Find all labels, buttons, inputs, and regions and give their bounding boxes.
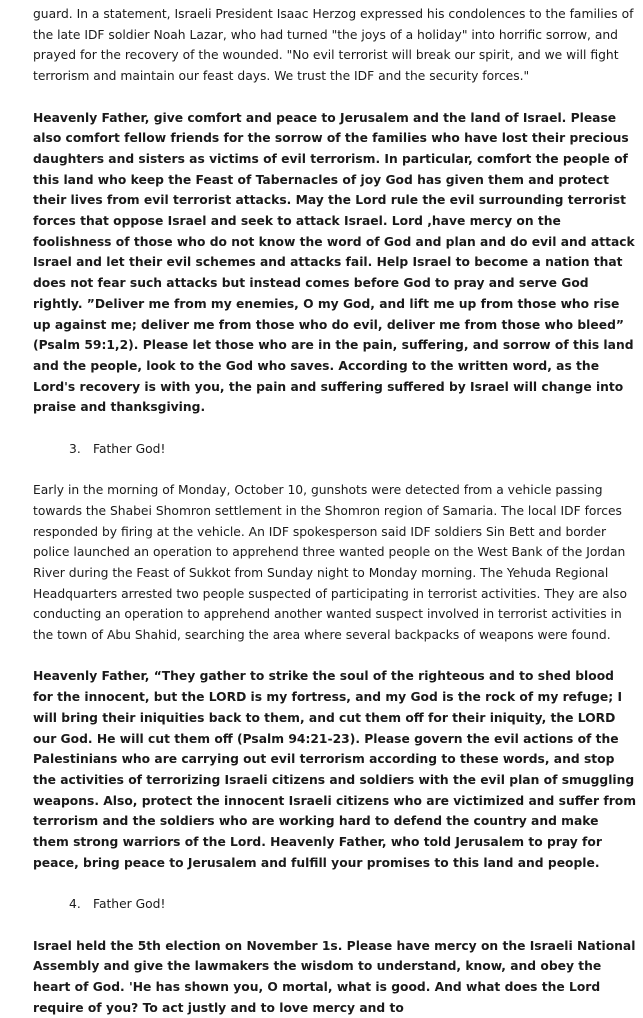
list-item-3	[33, 439, 637, 460]
list-label: Father God!	[93, 897, 166, 912]
spacer	[33, 459, 637, 480]
spacer	[33, 87, 637, 108]
list-number: 3.	[69, 441, 81, 456]
list-item-4	[33, 894, 637, 915]
list-number: 4.	[69, 897, 81, 912]
list-label: Father God!	[93, 441, 166, 456]
paragraph-election: Israel held the 5th election on November 1s. Please have mercy on the Israeli National Assembly and give the lawmakers the wisdom to understand, know, and obey the heart of God. 'He has shown you, O mortal, what is good. And what does the Lord require of you? To act justly and to love mercy and to	[33, 938, 636, 1015]
spacer	[33, 915, 637, 936]
spacer	[33, 873, 637, 894]
paragraph-shomron-gunshots: Early in the morning of Monday, October 10, gunshots were detected from a vehicle passing towards the Shabei Shomron settlement in the Shomron region of Samaria. The local IDF forces responded by firing at the vehicle. An IDF spokesperson said IDF soldiers Sin Bett and border police launched an operation to apprehend three wanted people on the West Bank of the Jordan River during the Feast of Sukkot from Sunday night to Monday morning. The Yehuda Regional Headquarters arrested two people suspected of participating in terrorist activities. They are also conducting an operation to apprehend another wanted suspect involved in terrorist activities in the town of Abu Shahid, searching the area where several backpacks of weapons were found.	[33, 483, 627, 643]
document-page	[33, 4, 637, 1018]
paragraph-herzog-statement: guard. In a statement, Israeli President Isaac Herzog expressed his condolences to the families of the late IDF soldier Noah Lazar, who had turned "the joys of a holiday" into horrific sorrow, and prayed for the recovery of the wounded. "No evil terrorist will break our spirit, and we will fight terrorism and maintain our feast days. We trust the IDF and the security forces."	[33, 7, 634, 84]
spacer	[33, 646, 637, 667]
prayer-comfort-jerusalem: Heavenly Father, give comfort and peace to Jerusalem and the land of Israel. Please also comfort fellow friends for the sorrow of the families who have lost their precious daughters and sisters as victims of evil terrorism. In particular, comfort the people of this land who keep the Feast of Tabernacles of joy God has given them and protect their lives from evil terrorist attacks. May the Lord rule the evil surrounding terrorist forces that oppose Israel and seek to attack Israel. Lord ,have mercy on the foolishness of those who do not know the word of God and plan and do evil and attack Israel and let their evil schemes and attacks fail. Help Israel to become a nation that does not fear such attacks but instead comes before God to pray and serve God rightly. ”Deliver me from my enemies, O my God, and lift me up from those who rise up against me; deliver me from those who do evil, deliver me from those who bleed” (Psalm 59:1,2). Please let those who are in the pain, suffering, and sorrow of this land and the people, look to the God who saves. According to the written word, as the Lord's recovery is with you, the pain and suffering suffered by Israel will change into praise and thanksgiving.	[33, 110, 635, 415]
spacer	[33, 418, 637, 439]
prayer-psalm-94: Heavenly Father, “They gather to strike the soul of the righteous and to shed blood for the innocent, but the LORD is my fortress, and my God is the rock of my refuge; I will bring their iniquities back to them, and cut them off for their iniquity, the LORD our God. He will cut them off (Psalm 94:21-23). Please govern the evil actions of the Palestinians who are carrying out evil terrorism according to these words, and stop the activities of terrorizing Israeli citizens and soldiers with the evil plan of smuggling weapons. Also, protect the innocent Israeli citizens who are victimized and suffer from terrorism and the soldiers who are working hard to defend the country and make them strong warriors of the Lord. Heavenly Father, who told Jerusalem to pray for peace, bring peace to Jerusalem and fulfill your promises to this land and people.	[33, 669, 637, 870]
